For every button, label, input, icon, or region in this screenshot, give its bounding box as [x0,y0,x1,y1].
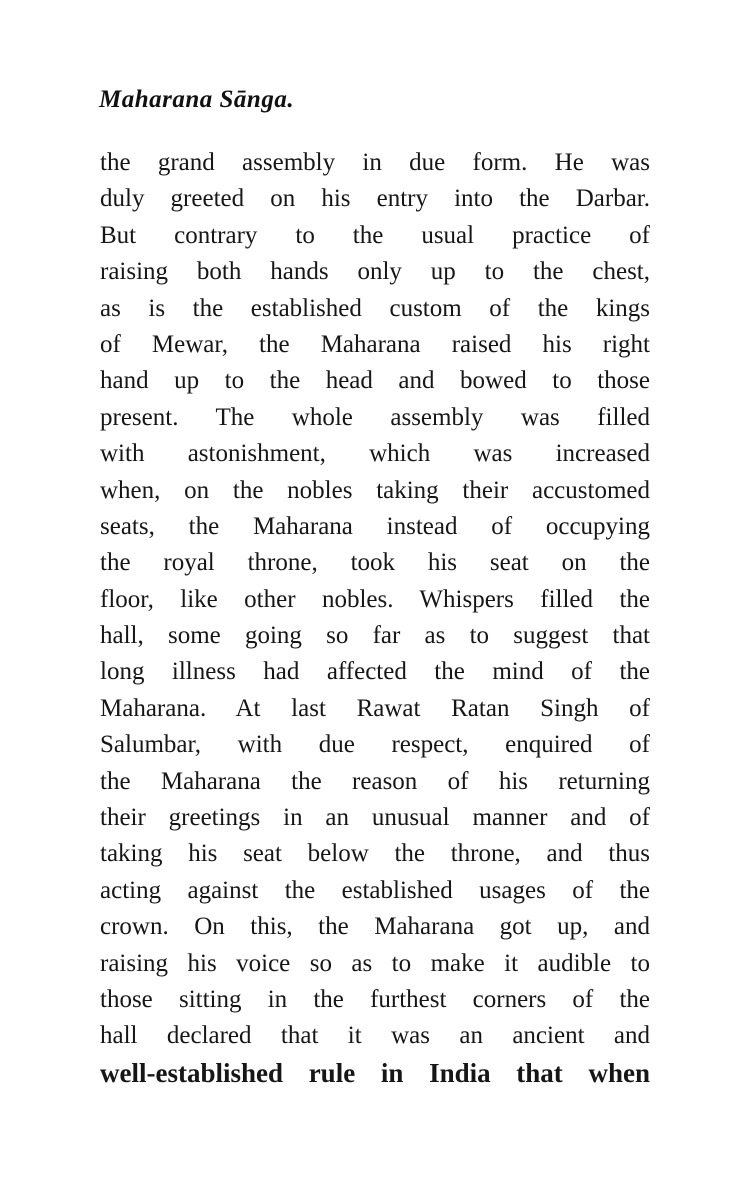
text-line: But contrary to the usual practice of [100,221,650,249]
text-line: their greetings in an unusual manner and of [100,804,650,832]
text-line: the royal throne, took his seat on the [100,549,650,577]
text-line: as is the established custom of the kings [100,294,650,322]
body-text [100,145,650,1091]
text-line: seats, the Maharana instead of occupying [100,512,650,540]
text-line: hand up to the head and bowed to those [100,367,650,395]
text-line: long illness had affected the mind of the [100,658,650,686]
text-line: raising both hands only up to the chest, [100,258,650,286]
text-line: acting against the established usages of the [100,876,650,904]
text-line: taking his seat below the throne, and thus [100,840,650,868]
text-line: hall declared that it was an ancient and [100,1022,650,1050]
text-line: raising his voice so as to make it audible to [100,949,650,977]
text-line: present. The whole assembly was filled [100,403,650,431]
running-head: Maharana Sānga. [99,86,295,113]
text-line: of Mewar, the Maharana raised his right [100,330,650,358]
text-line: when, on the nobles taking their accustomed [100,476,650,504]
text-line: Maharana. At last Rawat Ratan Singh of [100,694,650,722]
text-line: crown. On this, the Maharana got up, and [100,913,650,941]
text-line: with astonishment, which was increased [100,440,650,468]
text-line: hall, some going so far as to suggest that [100,622,650,650]
text-line: Salumbar, with due respect, enquired of [100,731,650,759]
text-line: the grand assembly in due form. He was [100,149,650,176]
text-line: those sitting in the furthest corners of the [100,985,650,1013]
text-line: floor, like other nobles. Whispers filled the [100,585,650,613]
text-line: well-established rule in India that when [100,1057,650,1088]
text-line: duly greeted on his entry into the Darbar. [100,185,650,213]
text-line: the Maharana the reason of his returning [100,767,650,795]
